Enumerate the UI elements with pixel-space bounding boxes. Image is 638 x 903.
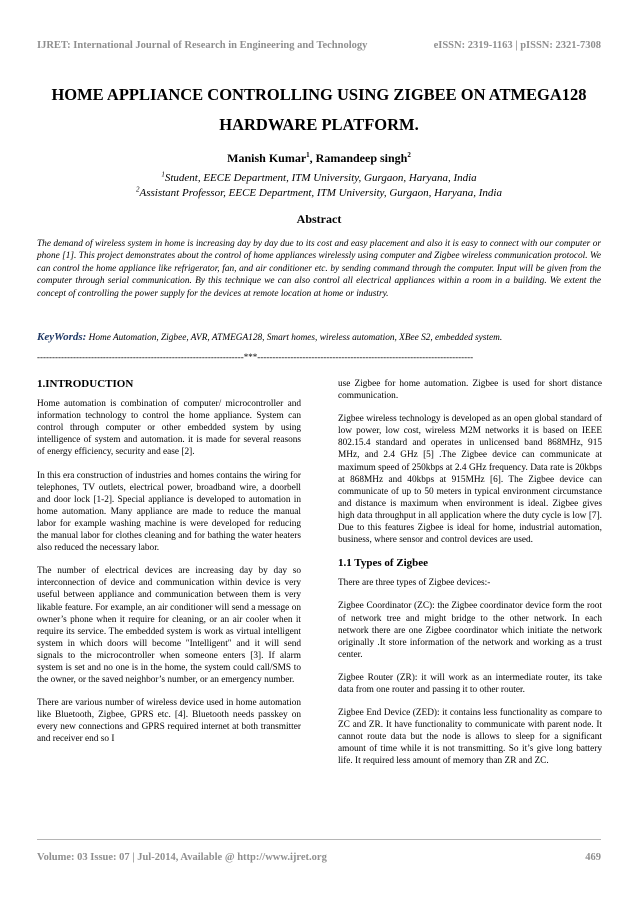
affiliation-1-sup: 1 [161, 170, 165, 179]
page-number: 469 [585, 852, 601, 863]
title-line-2: HARDWARE PLATFORM. [219, 115, 419, 134]
journal-name: IJRET: International Journal of Research in Engineering and Technology [37, 40, 368, 51]
paragraph: In this era construction of industries and homes contains the wiring for telephones, TV outlets, electrical power, broadband wire, a doorbell and door lock [1-2]. Special appliance is developed to automation in home automation. Many appliance are made to reduce the manual labor for example washing machine is were developed for reducing the manual labor for clothes cleaning and for bathing the water heaters also reduced the necessary labor. [37, 470, 301, 554]
issn-info: eISSN: 2319-1163 | pISSN: 2321-7308 [433, 40, 601, 51]
author-2: Ramandeep singh [315, 151, 408, 165]
keywords [37, 331, 601, 343]
keywords-text: Home Automation, Zigbee, AVR, ATMEGA128, Smart homes, wireless automation, XBee S2, embedded system. [86, 333, 503, 343]
affiliation-2-text: Assistant Professor, EECE Department, ITM University, Gurgaon, Haryana, India [139, 187, 502, 199]
affiliation-1-text: Student, EECE Department, ITM University, Gurgaon, Haryana, India [164, 172, 477, 184]
author-1: Manish Kumar [227, 151, 307, 165]
title-line-1: HOME APPLIANCE CONTROLLING USING ZIGBEE ON ATMEGA128 [51, 85, 587, 104]
author-1-sup: 1 [306, 151, 310, 159]
author-separator: , [309, 151, 316, 165]
paragraph: Zigbee Router (ZR): it will work as an intermediate router, its take data from one router and passing it to other router. [338, 672, 602, 695]
affiliation-1 [0, 172, 638, 184]
paragraph: use Zigbee for home automation. Zigbee is used for short distance communication. [338, 379, 602, 402]
paragraph: The number of electrical devices are increasing day by day so interconnection of device and communication within device is very useful between appliance and communication between them is very likable feature. For example, an air conditioner will send a message on owner’s phone when it require for cleaning, or an air cooler when it require its service. The embedded system is work as virtual intelligent system in which doors will become "Intelligent" and it will send signals to the microcontroller when someone enters [3]. If alarm system is set and no one is in the home, the system could call/SMS to the owner, or the saved neighbor’s number, or an emergency number. [37, 566, 301, 686]
abstract-text: The demand of wireless system in home is increasing day by day due to its cost and easy placement and also it is easy to connect with our computer or phone [1]. This project demonstrates about the control of home appliances wirelessly using computer and Zigbee wireless communication protocol. We can control the home appliance like refrigerator, fan, and air conditioner etc. by sending command through the computer. Input will be given from the computer through serial communication. By this technique we can also control all electrical appliances within a room in a building. We extent the concept of controlling the power supply for the devices at remote location at home or industry. [37, 239, 601, 299]
affiliation-2-sup: 2 [136, 185, 140, 194]
paragraph: Zigbee End Device (ZED): it contains less functionality as compare to ZC and ZR. It have functionality to communicate with parent node. It cannot route data but the node is allows to sleep for a significant amount of time while it is not transmitting. So it’s give long battery life. It required less amount of memory than ZR and ZC. [338, 708, 602, 767]
footer-divider [37, 839, 601, 840]
subsection-heading-types-of-zigbee: 1.1 Types of Zigbee [338, 557, 429, 570]
section-separator: ---------------------------------------------------------------------***------------------------------------------------------------------------ [37, 352, 474, 362]
running-footer [37, 852, 601, 863]
left-column [37, 378, 301, 757]
running-header [37, 40, 601, 51]
abstract-heading: Abstract [296, 212, 342, 226]
paragraph: There are three types of Zigbee devices:- [338, 578, 491, 589]
paper-title [30, 80, 608, 140]
keywords-label: KeyWords: [37, 331, 87, 343]
section-heading-introduction: 1.INTRODUCTION [37, 378, 134, 390]
author-list [0, 151, 638, 166]
paragraph: Zigbee Coordinator (ZC): the Zigbee coordinator device form the root of network tree and might bridge to the other network. In each network there are one Zigbee coordinator which initiate the network originally .It store information of the network and working as a trust center. [338, 601, 602, 660]
right-column [338, 378, 602, 779]
paragraph: Zigbee wireless technology is developed as an open global standard of low power, low cost, wireless M2M networks it is based on IEEE 802.15.4 standard and operates in unlicensed band 868MHz, 915 MHz, and 2.4 GHz [5] .The Zigbee device can communicate at maximum speed of 250kbps at 2.4 GHz frequency. Data rate is 20kbps at 868MHz and 40kbps at 915MHz [6]. The Zigbee device can communicate of up to 50 meters in typical environment circumstance and distance is maximum when environment is ideal. Zigbee gives high data throughput in all application where the duty cycle is low [7]. Due to this features Zigbee is ideal for home, industrial automation, business, where sensor and control devices are used. [338, 414, 602, 546]
paragraph: There are various number of wireless device used in home automation like Bluetooth, Zigbee, GPRS etc. [4]. Bluetooth needs passkey on every new connections and GPRS required internet at both transmitter and receiver end so I [37, 698, 301, 745]
paragraph: Home automation is combination of computer/ microcontroller and information technology to control the home appliance. System can control through computer or other embedded system by using intelligence of system and automation. it is made for several reasons of energy efficiency, security and ease [2]. [37, 399, 301, 458]
affiliation-2 [0, 187, 638, 199]
author-2-sup: 2 [407, 151, 411, 159]
footer-volume-info: Volume: 03 Issue: 07 | Jul-2014, Available @ http://www.ijret.org [37, 852, 327, 863]
